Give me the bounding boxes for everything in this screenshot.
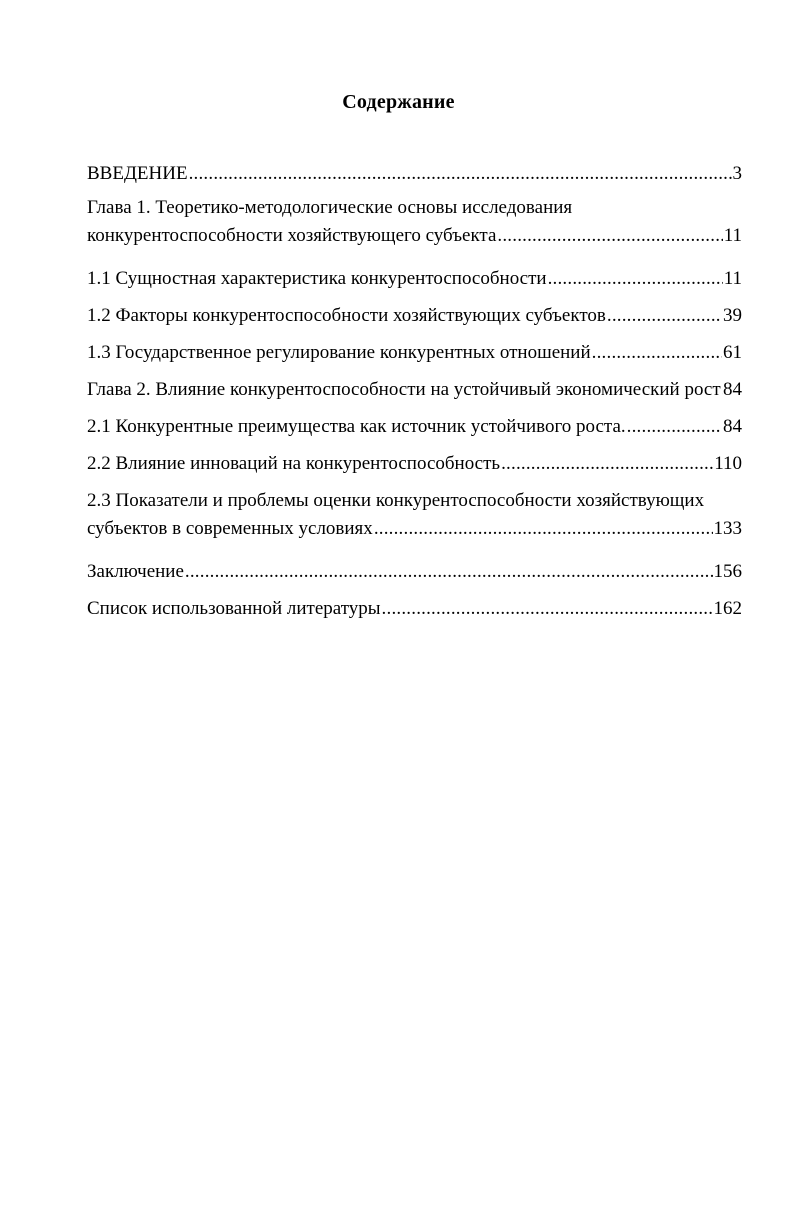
toc-entry-title: Заключение	[87, 561, 184, 582]
toc-entry-bibliography[interactable]	[87, 595, 742, 632]
toc-page-number: 110	[714, 453, 742, 474]
table-of-contents	[87, 160, 742, 632]
dot-leader	[497, 222, 722, 250]
toc-entry-title: 1.2 Факторы конкурентоспособности хозяйствующих субъектов	[87, 305, 606, 326]
toc-entry-title-line-1: Глава 1. Теоретико-методологические основы исследования	[87, 197, 573, 218]
toc-entry-title-line-1: 2.3 Показатели и проблемы оценки конкурентоспособности хозяйствующих	[87, 490, 705, 511]
toc-page-number: 84	[723, 416, 742, 437]
toc-entry-section-2-1[interactable]	[87, 413, 742, 450]
toc-page-number: 133	[713, 518, 742, 539]
dot-leader	[189, 160, 732, 188]
toc-page-number: 61	[723, 342, 742, 363]
toc-entry-title: 1.3 Государственное регулирование конкурентных отношений	[87, 342, 591, 363]
toc-entry-title-line-2: субъектов в современных условиях	[87, 518, 373, 539]
dot-leader	[374, 515, 713, 543]
toc-entry-title: 2.2 Влияние инноваций на конкурентоспособность	[87, 453, 501, 474]
dot-leader	[607, 302, 722, 330]
toc-entry-section-1-2[interactable]	[87, 302, 742, 339]
toc-page-number: 39	[723, 305, 742, 326]
toc-entry-section-2-3[interactable]	[87, 487, 742, 558]
dot-leader	[548, 265, 723, 293]
toc-entry-title-line-2: конкурентоспособности хозяйствующего субъекта	[87, 225, 497, 246]
toc-page-number: 84	[723, 379, 742, 400]
dot-leader	[501, 450, 713, 478]
toc-entry-conclusion[interactable]	[87, 558, 742, 595]
toc-entry-title: 1.1 Сущностная характеристика конкурентоспособности	[87, 268, 547, 289]
toc-entry-title: 2.1 Конкурентные преимущества как источник устойчивого роста.	[87, 416, 626, 437]
dot-leader	[627, 413, 722, 441]
toc-page-number: 3	[732, 163, 742, 184]
toc-page-number: 156	[713, 561, 742, 582]
toc-entry-title: Глава 2. Влияние конкурентоспособности на устойчивый экономический рост	[87, 379, 721, 400]
toc-entry-section-1-3[interactable]	[87, 339, 742, 376]
toc-entry-title: Список использованной литературы	[87, 598, 381, 619]
toc-entry-title: ВВЕДЕНИЕ	[87, 163, 188, 184]
dot-leader	[382, 595, 713, 623]
dot-leader	[592, 339, 722, 367]
dot-leader	[185, 558, 713, 586]
toc-entry-chapter-1[interactable]	[87, 194, 742, 265]
toc-entry-section-1-1[interactable]	[87, 265, 742, 302]
toc-page-number: 162	[713, 598, 742, 619]
toc-entry-introduction[interactable]	[87, 160, 742, 194]
toc-entry-chapter-2[interactable]	[87, 376, 742, 413]
toc-entry-section-2-2[interactable]	[87, 450, 742, 487]
toc-page-number: 11	[723, 268, 742, 289]
page-title: Содержание	[342, 91, 455, 113]
toc-page-number: 11	[723, 225, 742, 246]
